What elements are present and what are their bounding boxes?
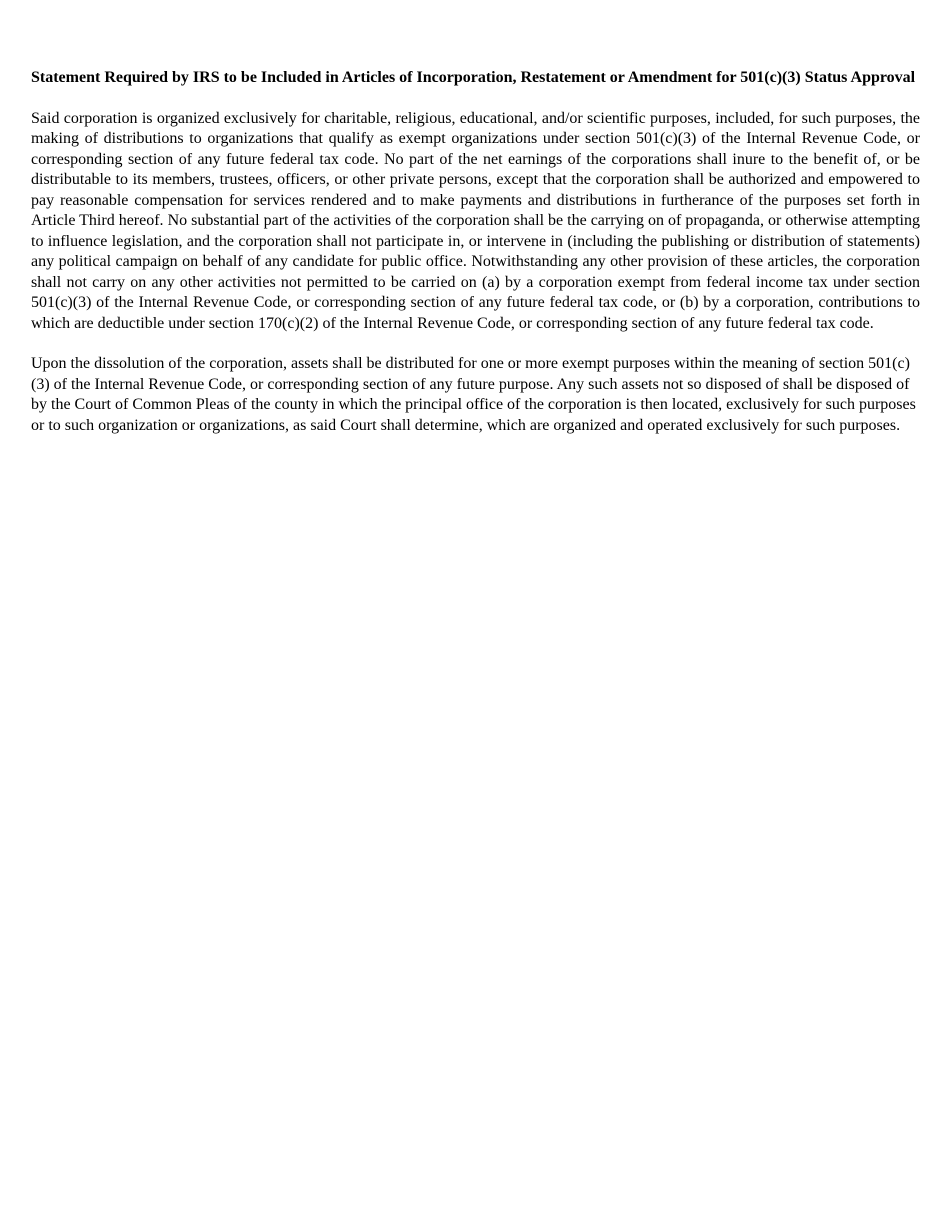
- dissolution-paragraph: Upon the dissolution of the corporation, assets shall be distributed for one or more exempt purposes within the meaning of section 501(c)(3) of the Internal Revenue Code, or corresponding section of any future purpose. Any such assets not so disposed of shall be disposed of by the Court of Common Pleas of the county in which the principal office of the corporation is then located, exclusively for such purposes or to such organization or organizations, as said Court shall determine, which are organized and operated exclusively for such purposes.: [31, 355, 916, 434]
- purpose-paragraph: Said corporation is organized exclusively for charitable, religious, educational, and/or scientific purposes, included, for such purposes, the making of distributions to organizations that qualify as exempt organizations under section 501(c)(3) of the Internal Revenue Code, or corresponding section of any future federal tax code. No part of the net earnings of the corporations shall inure to the benefit of, or be distributable to its members, trustees, officers, or other private persons, except that the corporation shall be authorized and empowered to pay reasonable compensation for services rendered and to make payments and distributions in furtherance of the purposes set forth in Article Third hereof. No substantial part of the activities of the corporation shall be the carrying on of propaganda, or otherwise attempting to influence legislation, and the corporation shall not participate in, or intervene in (including the publishing or distribution of statements) any political campaign on behalf of any candidate for public office. Notwithstanding any other provision of these articles, the corporation shall not carry on any other activities not permitted to be carried on (a) by a corporation exempt from federal income tax under section 501(c)(3) of the Internal Revenue Code, or corresponding section of any future federal tax code, or (b) by a corporation, contributions to which are deductible under section 170(c)(2) of the Internal Revenue Code, or corresponding section of any future federal tax code.: [31, 109, 920, 332]
- document-page: [31, 68, 920, 436]
- document-heading: Statement Required by IRS to be Included in Articles of Incorporation, Restatement or Amendment for 501(c)(3) Status Approval: [31, 69, 916, 86]
